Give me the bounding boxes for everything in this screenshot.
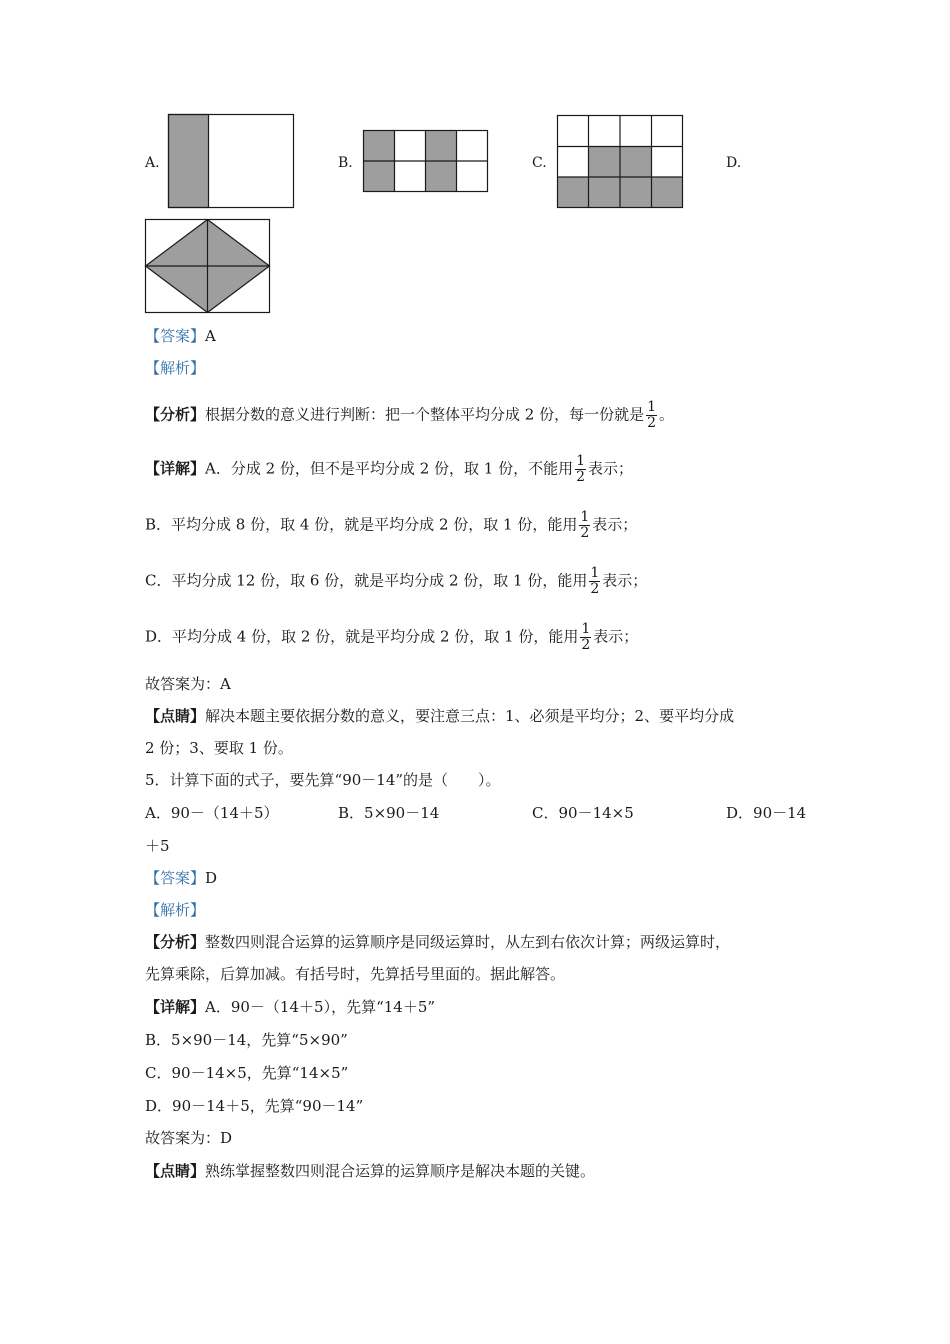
q4-xiangjie-tag: 【详解】 <box>145 459 206 478</box>
q4-answer <box>145 326 216 346</box>
q5-detail-b: B．5×90－14，先算“5×90” <box>145 1031 348 1049</box>
q4-conclusion: 故答案为：A <box>145 675 231 693</box>
q5-xiangjie-tag: 【详解】 <box>145 998 206 1016</box>
q4-answer-value: A <box>205 327 216 345</box>
q5-answer-tag: 【答案】 <box>145 869 206 887</box>
q5-detail-d: D．90－14＋5，先算“90－14” <box>145 1097 364 1115</box>
q5-option-b: B．5×90－14 <box>338 804 440 822</box>
figure-b <box>363 130 488 192</box>
figure-a-shaded <box>169 115 209 208</box>
q5-answer-value: D <box>205 869 218 887</box>
q4-detail-a: 【详解】A．分成 2 份，但不是平均分成 2 份，取 1 份，不能用 $\frac{1}{2}$ 表示； <box>145 453 634 485</box>
q4-detail-b: B．平均分成 8 份，取 4 份，就是平均分成 2 份，取 1 份，能用 $\frac{1}{2}$ 表示； <box>145 509 638 541</box>
q4-dianjing-tag: 【点睛】 <box>145 707 206 725</box>
figure-c <box>557 115 683 208</box>
fraction-half: $\frac{1}{2}$ <box>590 565 600 597</box>
fraction-half: $\frac{1}{2}$ <box>576 453 586 485</box>
q5-detail-c: C．90－14×5，先算“14×5” <box>145 1064 349 1082</box>
option-d-label: D. <box>726 155 742 171</box>
q4-fenxi-text: 根据分数的意义进行判断：把一个整体平均分成 2 份，每一份就是 <box>205 405 645 424</box>
fraction-half: $\frac{1}{2}$ <box>647 399 657 431</box>
q5-answer <box>145 868 217 888</box>
q5-fenxi-tag: 【分析】 <box>145 933 206 951</box>
q5-fenxi-line2: 先算乘除，后算加减。有括号时，先算括号里面的。据此解答。 <box>145 965 566 983</box>
q5-detail-a: 【详解】A．90－（14＋5），先算“14＋5” <box>145 998 436 1016</box>
q5-fenxi-line1: 【分析】整数四则混合运算的运算顺序是同级运算时，从左到右依次计算；两级运算时， <box>145 933 731 951</box>
q5-option-c: C．90－14×5 <box>532 804 634 822</box>
q5-option-d-cont: ＋5 <box>145 837 170 855</box>
q4-detail-c: C．平均分成 12 份，取 6 份，就是平均分成 2 份，取 1 份，能用 $\frac{1}{2}$ 表示； <box>145 565 648 597</box>
figure-d <box>145 219 270 313</box>
q4-dianjing-line2: 2 份；3、要取 1 份。 <box>145 739 293 757</box>
fraction-half: $\frac{1}{2}$ <box>580 509 590 541</box>
fraction-half: $\frac{1}{2}$ <box>581 621 591 653</box>
q5-question: 5．计算下面的式子，要先算“90－14”的是（ ）。 <box>145 771 501 789</box>
q4-detail-d: D．平均分成 4 份，取 2 份，就是平均分成 2 份，取 1 份，能用 $\frac{1}{2}$ 表示； <box>145 621 639 653</box>
q4-dianjing-line1: 【点睛】解决本题主要依据分数的意义，要注意三点：1、必须是平均分；2、要平均分成 <box>145 707 735 725</box>
q5-option-a: A．90－（14＋5） <box>145 804 279 822</box>
q4-fenxi-end: 。 <box>659 405 675 424</box>
q4-answer-tag: 【答案】 <box>145 327 206 345</box>
q4-fenxi <box>145 400 674 431</box>
q5-dianjing-tag: 【点睛】 <box>145 1162 206 1180</box>
q4-fenxi-tag: 【分析】 <box>145 405 206 424</box>
q5-analysis-tag: 【解析】 <box>145 901 206 919</box>
figure-a <box>168 114 294 208</box>
q5-option-d: D．90－14 <box>726 804 807 822</box>
option-c-label: C. <box>532 155 547 171</box>
option-b-label: B. <box>338 155 353 171</box>
q5-dianjing: 【点睛】熟练掌握整数四则混合运算的运算顺序是解决本题的关键。 <box>145 1162 596 1180</box>
option-a-label: A. <box>145 155 160 171</box>
q4-analysis-tag: 【解析】 <box>145 359 206 377</box>
q5-conclusion: 故答案为：D <box>145 1129 233 1147</box>
